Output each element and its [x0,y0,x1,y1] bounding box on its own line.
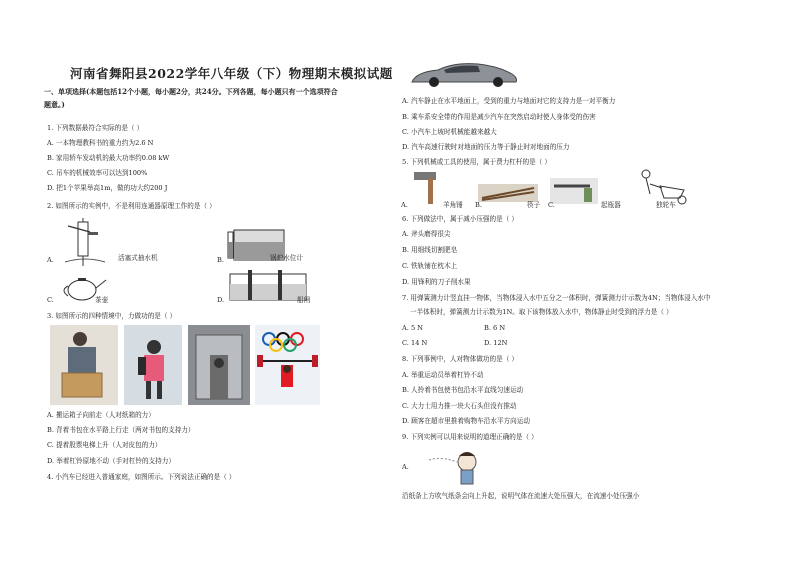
q7-option-d: D. 12N [484,339,508,347]
section1-heading-line1: 一、单项选择(本题包括12个小题，每小题2分，共24分。下列各题，每小题只有一个选项符合 [44,87,338,96]
q5-a-text: 羊角锤 [443,201,463,209]
schoolbag-photo [124,325,182,405]
q8-stem: 8. 下列事例中，人对物体做功的是（ ） [402,355,518,363]
q7-option-a: A. 5 N [402,324,424,332]
q1-option-a: A. 一本物理教科书的重力约为2.6 N [47,139,154,147]
claw-hammer-image [410,170,446,206]
q6-option-a: A. 斧头磨得很尖 [402,230,451,238]
q5-c-text: 起瓶器 [601,201,621,209]
q3-stem: 3. 如图所示的四种情境中，力做功的是（ ） [47,312,177,320]
chopsticks-image [478,184,538,202]
q5-c-label: C. [548,201,555,209]
q7-option-c: C. 14 N [402,339,428,347]
q7-option-b: B. 6 N [484,324,506,332]
q9-a-label: A. [402,463,409,471]
q6-option-c: C. 铁轨铺在枕木上 [402,262,458,270]
q2-d-label: D. [217,296,225,304]
q8-option-b: B. 人拎着书包使书包沿水平直线匀速运动 [402,386,524,394]
car-image [408,60,520,90]
weightlifting-photo [255,325,320,405]
q1-stem: 1. 下列数据最符合实际的是（ ） [47,124,144,132]
q9-stem: 9. 下列实例可以用来说明的道理正确的是（ ） [402,433,538,441]
q5-stem: 5. 下列机械或工具的使用，属于费力杠杆的是（ ） [402,158,551,166]
piston-pump-image [60,218,110,268]
q8-option-c: C. 大力士用力推一块大石头但没有推动 [402,402,517,410]
section1-heading-line2: 题意。) [44,100,65,109]
q7-line2: 一半体积时，弹簧测力计示数为1N。取下该物体放入水中，物体静止时受到的浮力是（ ） [410,308,673,316]
wheelbarrow-image [634,166,690,206]
elevator-photo [188,325,250,405]
blowing-paper-image [425,448,481,486]
q4-stem: 4. 小汽车已经进入普通家庭，如图所示。下列说法正确的是（ ） [47,473,236,481]
q2-c-text: 茶壶 [95,296,109,304]
q2-d-text: 船闸 [297,296,311,304]
q5-d-text: 独轮车 [656,201,676,209]
q5-a-label: A. [401,201,408,209]
carry-box-photo [50,325,118,405]
q4-option-b: B. 乘车系安全带的作用是减少汽车在突然启动时使人身体受的伤害 [402,113,596,121]
exam-title: 河南省舞阳县2022学年八年级（下）物理期末模拟试题 [70,66,393,81]
q2-stem: 2. 如图所示的实例中，不是利用连通器原理工作的是（ ） [47,202,216,210]
q8-option-d: D. 顾客在超市里推着购物车沿水平方向运动 [402,417,530,425]
q1-option-d: D. 把1个苹果举高1m，做的功大约200 J [47,184,168,192]
bottle-opener-image [550,178,598,204]
q3-option-a: A. 搬运箱子向前走（人对纸箱的力） [47,411,155,419]
q5-b-text: 筷子 [527,201,541,209]
q1-option-b: B. 家用轿车发动机的最大功率约0.08 kW [47,154,170,162]
q5-b-label: B. [475,201,482,209]
q1-option-c: C. 吊车的机械效率可以达到100% [47,169,148,177]
q3-option-d: D. 举着杠铃原地不动（手对杠铃的支持力） [47,457,175,465]
q2-b-label: B. [217,256,224,264]
q4-option-d: D. 汽车高速行驶时对地面的压力等于静止时对地面的压力 [402,143,570,151]
q2-a-label: A. [47,256,54,264]
q9-a-text: 沿纸条上方吹气纸条会向上升起，说明气体在流速大处压强大，在流速小处压强小 [402,492,640,500]
q3-option-c: C. 提着股票电梯上升（人对皮包的力） [47,441,162,449]
q2-a-text: 活塞式抽水机 [118,254,158,262]
q2-c-label: C. [47,296,54,304]
q2-b-text: 锅炉水位计 [270,254,303,262]
q4-option-a: A. 汽车静止在水平地面上，受到的重力与地面对它的支持力是一对平衡力 [402,97,616,105]
q6-option-d: D. 用锋利的刀子削水果 [402,278,471,286]
ship-lock-image [228,268,308,302]
q8-option-a: A. 举重运动员举着杠铃不动 [402,371,484,379]
q6-option-b: B. 用细线切割肥皂 [402,246,458,254]
q4-option-c: C. 小汽车上坡时机械能越来越大 [402,128,497,136]
q6-stem: 6. 下列做法中，属于减小压强的是（ ） [402,215,518,223]
q3-option-b: B. 背着书包在水平路上行走（两对书包的支持力） [47,426,195,434]
q7-line1: 7. 用弹簧测力计竖直挂一物体，当物体浸入水中五分之一体积时，弹簧测力计示数为4N；当物体浸入水中 [402,294,711,302]
